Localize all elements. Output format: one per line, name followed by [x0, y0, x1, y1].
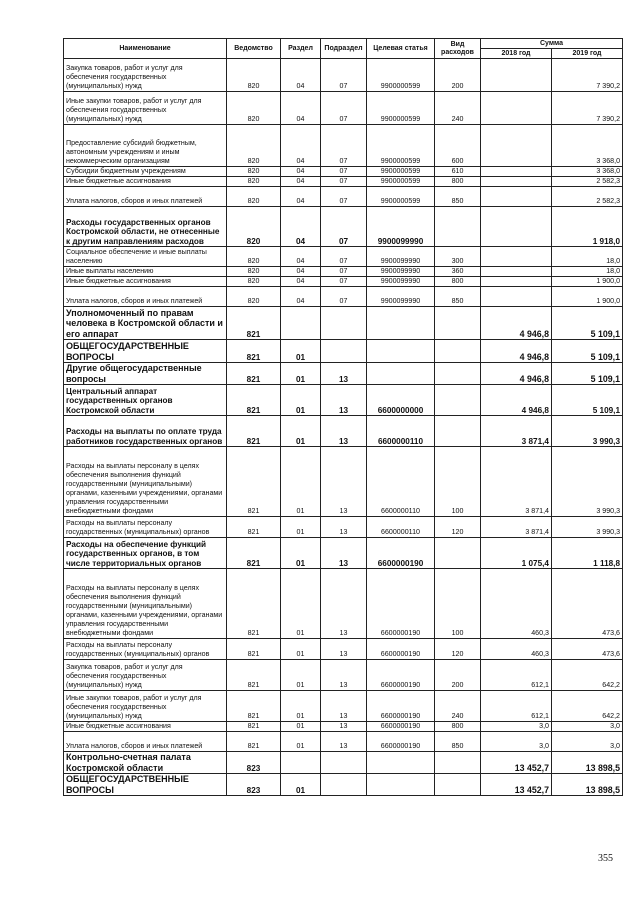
cell-section: 01 — [281, 385, 321, 416]
cell-name: Уплата налогов, сборов и иных платежей — [64, 732, 227, 752]
cell-subsection: 13 — [321, 639, 367, 660]
cell-y2018: 3,0 — [481, 722, 552, 732]
cell-target: 6600000190 — [367, 691, 435, 722]
cell-exp-type: 800 — [435, 722, 481, 732]
table-row — [64, 517, 623, 538]
cell-y2018: 612,1 — [481, 660, 552, 691]
cell-subsection: 13 — [321, 660, 367, 691]
cell-target: 9900000599 — [367, 167, 435, 177]
table-row — [64, 363, 623, 385]
cell-name: Закупка товаров, работ и услуг для обеспечения государственных (муниципальных) нужд — [64, 59, 227, 92]
table-row — [64, 774, 623, 796]
cell-y2019: 3,0 — [552, 722, 623, 732]
cell-section: 04 — [281, 125, 321, 167]
cell-section: 01 — [281, 569, 321, 639]
cell-y2018: 460,3 — [481, 639, 552, 660]
table-row — [64, 416, 623, 447]
cell-y2019: 1 900,0 — [552, 287, 623, 307]
cell-target — [367, 752, 435, 774]
cell-dept: 820 — [227, 287, 281, 307]
cell-target: 9900000599 — [367, 125, 435, 167]
cell-y2019: 2 582,3 — [552, 177, 623, 187]
cell-y2018 — [481, 125, 552, 167]
cell-exp-type: 120 — [435, 517, 481, 538]
cell-section: 04 — [281, 287, 321, 307]
cell-subsection: 13 — [321, 517, 367, 538]
cell-exp-type: 200 — [435, 59, 481, 92]
page-number: 355 — [598, 853, 613, 864]
cell-subsection: 07 — [321, 59, 367, 92]
cell-exp-type: 300 — [435, 247, 481, 267]
col-header-name: Наименование — [64, 39, 227, 59]
cell-exp-type: 360 — [435, 267, 481, 277]
table-row — [64, 691, 623, 722]
cell-y2019: 1 118,8 — [552, 538, 623, 569]
cell-dept: 820 — [227, 247, 281, 267]
cell-section: 04 — [281, 177, 321, 187]
cell-dept: 821 — [227, 722, 281, 732]
cell-y2019: 13 898,5 — [552, 752, 623, 774]
cell-section: 04 — [281, 247, 321, 267]
cell-y2018: 3 871,4 — [481, 416, 552, 447]
cell-name: Уполномоченный по правам человека в Костромской области и его аппарат — [64, 307, 227, 340]
col-header-sum: Сумма — [481, 39, 623, 49]
cell-dept: 820 — [227, 277, 281, 287]
cell-target — [367, 340, 435, 363]
cell-y2018 — [481, 177, 552, 187]
cell-target: 6600000190 — [367, 639, 435, 660]
table-row — [64, 125, 623, 167]
budget-table — [63, 38, 623, 796]
cell-subsection — [321, 752, 367, 774]
cell-exp-type — [435, 752, 481, 774]
cell-section: 04 — [281, 267, 321, 277]
cell-target: 6600000190 — [367, 569, 435, 639]
cell-y2019: 13 898,5 — [552, 774, 623, 796]
cell-subsection: 13 — [321, 569, 367, 639]
cell-dept: 821 — [227, 569, 281, 639]
cell-exp-type — [435, 385, 481, 416]
cell-dept: 821 — [227, 385, 281, 416]
cell-y2019: 473,6 — [552, 639, 623, 660]
cell-name: Иные закупки товаров, работ и услуг для обеспечения государственных (муниципальных) нужд — [64, 691, 227, 722]
cell-target: 9900000599 — [367, 177, 435, 187]
cell-exp-type — [435, 307, 481, 340]
cell-y2019: 3,0 — [552, 732, 623, 752]
cell-section — [281, 307, 321, 340]
table-row — [64, 569, 623, 639]
cell-target — [367, 363, 435, 385]
cell-name: Расходы на выплаты персоналу в целях обеспечения выполнения функций государственными (муниципальными) органами, казенными учреждениями, органами управления государственными внебюджетными фондами — [64, 447, 227, 517]
cell-subsection: 13 — [321, 416, 367, 447]
cell-dept: 821 — [227, 307, 281, 340]
cell-section: 01 — [281, 340, 321, 363]
cell-section: 04 — [281, 59, 321, 92]
cell-subsection: 13 — [321, 691, 367, 722]
table-row — [64, 247, 623, 267]
cell-dept: 820 — [227, 177, 281, 187]
cell-subsection: 13 — [321, 385, 367, 416]
cell-target — [367, 307, 435, 340]
cell-section: 01 — [281, 691, 321, 722]
cell-y2019: 7 390,2 — [552, 59, 623, 92]
cell-exp-type: 100 — [435, 447, 481, 517]
cell-y2019: 1 918,0 — [552, 207, 623, 247]
cell-target: 6600000190 — [367, 722, 435, 732]
cell-name: Контрольно-счетная палата Костромской области — [64, 752, 227, 774]
cell-name: Иные закупки товаров, работ и услуг для обеспечения государственных (муниципальных) нужд — [64, 92, 227, 125]
cell-section: 01 — [281, 363, 321, 385]
cell-y2019: 642,2 — [552, 660, 623, 691]
cell-section: 01 — [281, 538, 321, 569]
cell-subsection: 13 — [321, 447, 367, 517]
cell-subsection: 13 — [321, 732, 367, 752]
cell-section — [281, 752, 321, 774]
cell-subsection: 07 — [321, 187, 367, 207]
cell-dept: 821 — [227, 340, 281, 363]
cell-section: 04 — [281, 92, 321, 125]
cell-name: ОБЩЕГОСУДАРСТВЕННЫЕ ВОПРОСЫ — [64, 774, 227, 796]
cell-section: 04 — [281, 167, 321, 177]
cell-exp-type: 800 — [435, 277, 481, 287]
cell-target: 9900099990 — [367, 267, 435, 277]
cell-section: 01 — [281, 639, 321, 660]
cell-y2019: 3 990,3 — [552, 447, 623, 517]
cell-subsection: 13 — [321, 363, 367, 385]
cell-name: Субсидии бюджетным учреждениям — [64, 167, 227, 177]
cell-name: Расходы на выплаты по оплате труда работников государственных органов — [64, 416, 227, 447]
cell-y2018 — [481, 167, 552, 177]
cell-y2018 — [481, 187, 552, 207]
cell-dept: 821 — [227, 732, 281, 752]
col-header-section: Раздел — [281, 39, 321, 59]
cell-dept: 820 — [227, 125, 281, 167]
cell-name: Расходы на выплаты персоналу государственных (муниципальных) органов — [64, 639, 227, 660]
col-header-2019: 2019 год — [552, 49, 623, 59]
cell-y2018: 3 871,4 — [481, 517, 552, 538]
cell-exp-type: 120 — [435, 639, 481, 660]
cell-name: Иные выплаты населению — [64, 267, 227, 277]
cell-dept: 821 — [227, 691, 281, 722]
cell-dept: 821 — [227, 416, 281, 447]
cell-y2019: 642,2 — [552, 691, 623, 722]
cell-dept: 820 — [227, 92, 281, 125]
cell-dept: 821 — [227, 639, 281, 660]
cell-subsection — [321, 774, 367, 796]
cell-y2018: 3 871,4 — [481, 447, 552, 517]
cell-subsection: 07 — [321, 177, 367, 187]
cell-dept: 821 — [227, 363, 281, 385]
table-row — [64, 447, 623, 517]
cell-target: 9900000599 — [367, 187, 435, 207]
cell-dept: 820 — [227, 187, 281, 207]
col-header-exp-type: Вид расходов — [435, 39, 481, 59]
cell-y2019: 5 109,1 — [552, 385, 623, 416]
cell-name: Иные бюджетные ассигнования — [64, 177, 227, 187]
cell-y2018 — [481, 277, 552, 287]
cell-y2018 — [481, 59, 552, 92]
table-body — [64, 59, 623, 796]
cell-exp-type — [435, 774, 481, 796]
cell-name: Расходы на выплаты персоналу государственных (муниципальных) органов — [64, 517, 227, 538]
cell-exp-type: 610 — [435, 167, 481, 177]
cell-target: 6600000110 — [367, 517, 435, 538]
cell-subsection: 07 — [321, 267, 367, 277]
cell-y2018: 1 075,4 — [481, 538, 552, 569]
cell-y2018 — [481, 287, 552, 307]
cell-section: 01 — [281, 722, 321, 732]
cell-y2018 — [481, 267, 552, 277]
cell-dept: 820 — [227, 267, 281, 277]
cell-target — [367, 774, 435, 796]
cell-name: Социальное обеспечение и иные выплаты населению — [64, 247, 227, 267]
cell-exp-type — [435, 416, 481, 447]
cell-name: Предоставление субсидий бюджетным, автономным учреждениям и иным некоммерческим организациям — [64, 125, 227, 167]
cell-y2019: 18,0 — [552, 267, 623, 277]
cell-name: Иные бюджетные ассигнования — [64, 277, 227, 287]
cell-dept: 821 — [227, 660, 281, 691]
cell-target: 6600000110 — [367, 447, 435, 517]
cell-exp-type: 850 — [435, 732, 481, 752]
cell-target: 6600000190 — [367, 660, 435, 691]
cell-section: 01 — [281, 517, 321, 538]
cell-section: 04 — [281, 277, 321, 287]
cell-subsection: 07 — [321, 92, 367, 125]
cell-y2018: 4 946,8 — [481, 307, 552, 340]
cell-name: Уплата налогов, сборов и иных платежей — [64, 187, 227, 207]
cell-y2018: 13 452,7 — [481, 774, 552, 796]
cell-section: 01 — [281, 447, 321, 517]
cell-target: 9900099990 — [367, 287, 435, 307]
table-row — [64, 92, 623, 125]
table-row — [64, 752, 623, 774]
cell-y2019: 1 900,0 — [552, 277, 623, 287]
cell-target: 6600000190 — [367, 732, 435, 752]
cell-target: 6600000000 — [367, 385, 435, 416]
cell-subsection: 13 — [321, 538, 367, 569]
table-row — [64, 307, 623, 340]
cell-dept: 820 — [227, 59, 281, 92]
table-row — [64, 59, 623, 92]
col-header-dept: Ведомство — [227, 39, 281, 59]
cell-dept: 821 — [227, 517, 281, 538]
cell-y2019: 3 368,0 — [552, 125, 623, 167]
cell-section: 01 — [281, 774, 321, 796]
table-row — [64, 187, 623, 207]
cell-section: 01 — [281, 416, 321, 447]
cell-y2019: 5 109,1 — [552, 363, 623, 385]
cell-y2018: 4 946,8 — [481, 385, 552, 416]
table-row — [64, 207, 623, 247]
cell-y2019: 473,6 — [552, 569, 623, 639]
cell-section: 01 — [281, 732, 321, 752]
cell-y2018: 460,3 — [481, 569, 552, 639]
cell-dept: 823 — [227, 752, 281, 774]
cell-dept: 823 — [227, 774, 281, 796]
table-row — [64, 732, 623, 752]
table-row — [64, 538, 623, 569]
table-row — [64, 639, 623, 660]
cell-exp-type: 800 — [435, 177, 481, 187]
cell-target: 6600000110 — [367, 416, 435, 447]
cell-name: ОБЩЕГОСУДАРСТВЕННЫЕ ВОПРОСЫ — [64, 340, 227, 363]
cell-y2019: 3 368,0 — [552, 167, 623, 177]
cell-section: 01 — [281, 660, 321, 691]
cell-y2019: 3 990,3 — [552, 517, 623, 538]
cell-y2019: 2 582,3 — [552, 187, 623, 207]
cell-name: Закупка товаров, работ и услуг для обеспечения государственных (муниципальных) нужд — [64, 660, 227, 691]
table-row — [64, 267, 623, 277]
cell-name: Иные бюджетные ассигнования — [64, 722, 227, 732]
cell-name: Центральный аппарат государственных органов Костромской области — [64, 385, 227, 416]
cell-exp-type: 240 — [435, 92, 481, 125]
cell-y2019: 7 390,2 — [552, 92, 623, 125]
cell-target: 9900099990 — [367, 247, 435, 267]
table-row — [64, 287, 623, 307]
cell-exp-type — [435, 363, 481, 385]
cell-target: 9900099990 — [367, 207, 435, 247]
cell-exp-type — [435, 340, 481, 363]
cell-exp-type: 240 — [435, 691, 481, 722]
cell-y2018 — [481, 92, 552, 125]
cell-y2018 — [481, 207, 552, 247]
cell-y2019: 5 109,1 — [552, 340, 623, 363]
cell-target: 9900000599 — [367, 59, 435, 92]
cell-section: 04 — [281, 187, 321, 207]
table-row — [64, 340, 623, 363]
cell-dept: 821 — [227, 447, 281, 517]
cell-dept: 820 — [227, 207, 281, 247]
cell-name: Уплата налогов, сборов и иных платежей — [64, 287, 227, 307]
cell-dept: 821 — [227, 538, 281, 569]
cell-y2018: 4 946,8 — [481, 363, 552, 385]
table-row — [64, 277, 623, 287]
cell-subsection: 07 — [321, 125, 367, 167]
col-header-target: Целевая статья — [367, 39, 435, 59]
cell-y2018: 4 946,8 — [481, 340, 552, 363]
table-row — [64, 722, 623, 732]
cell-name: Расходы на обеспечение функций государственных органов, в том числе территориальных органов — [64, 538, 227, 569]
cell-y2018: 612,1 — [481, 691, 552, 722]
cell-y2019: 3 990,3 — [552, 416, 623, 447]
cell-exp-type: 600 — [435, 125, 481, 167]
cell-subsection: 07 — [321, 247, 367, 267]
cell-target: 9900099990 — [367, 277, 435, 287]
cell-name: Расходы на выплаты персоналу в целях обеспечения выполнения функций государственными (муниципальными) органами, казенными учреждениями, органами управления государственными внебюджетными фондами — [64, 569, 227, 639]
cell-exp-type: 100 — [435, 569, 481, 639]
cell-section: 04 — [281, 207, 321, 247]
cell-subsection: 07 — [321, 167, 367, 177]
cell-subsection: 07 — [321, 287, 367, 307]
cell-exp-type: 850 — [435, 287, 481, 307]
cell-target: 6600000190 — [367, 538, 435, 569]
table-row — [64, 660, 623, 691]
col-header-subsection: Подраздел — [321, 39, 367, 59]
table-row — [64, 385, 623, 416]
cell-exp-type: 850 — [435, 187, 481, 207]
table-row — [64, 167, 623, 177]
cell-exp-type — [435, 538, 481, 569]
table-row — [64, 177, 623, 187]
cell-subsection: 13 — [321, 722, 367, 732]
col-header-2018: 2018 год — [481, 49, 552, 59]
cell-subsection — [321, 340, 367, 363]
cell-name: Другие общегосударственные вопросы — [64, 363, 227, 385]
cell-target: 9900000599 — [367, 92, 435, 125]
cell-y2019: 18,0 — [552, 247, 623, 267]
cell-exp-type: 200 — [435, 660, 481, 691]
cell-exp-type — [435, 207, 481, 247]
cell-subsection — [321, 307, 367, 340]
cell-subsection: 07 — [321, 277, 367, 287]
cell-y2018: 13 452,7 — [481, 752, 552, 774]
cell-subsection: 07 — [321, 207, 367, 247]
cell-dept: 820 — [227, 167, 281, 177]
cell-name: Расходы государственных органов Костромской области, не отнесенные к другим направлениям расходов — [64, 207, 227, 247]
cell-y2018: 3,0 — [481, 732, 552, 752]
cell-y2018 — [481, 247, 552, 267]
cell-y2019: 5 109,1 — [552, 307, 623, 340]
